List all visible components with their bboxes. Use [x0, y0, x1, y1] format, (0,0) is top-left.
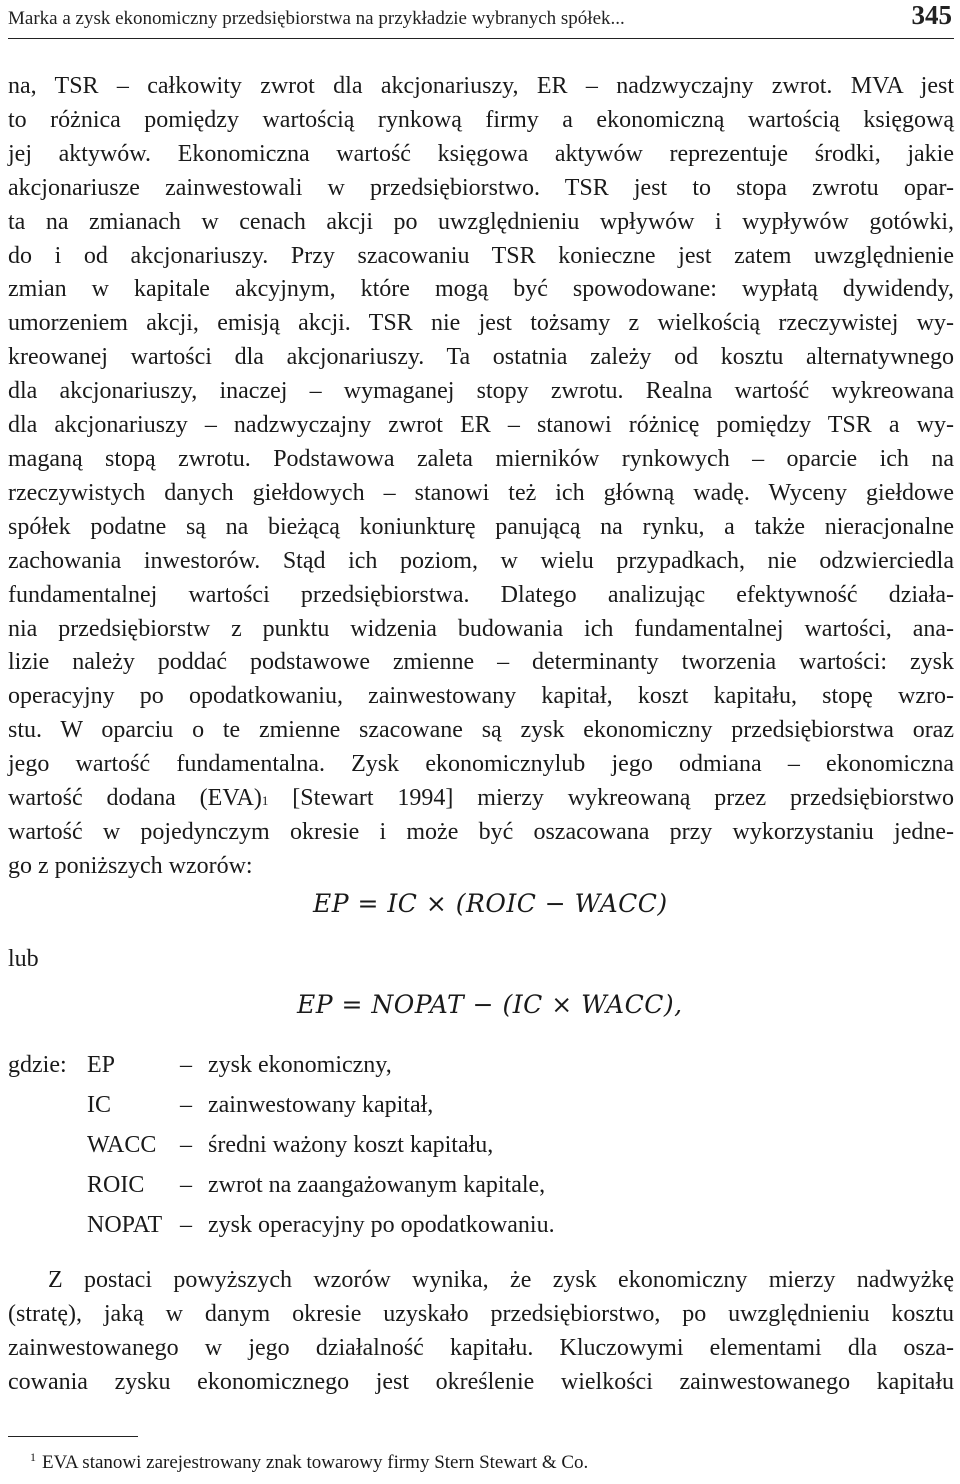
definition-dash: – [180, 1212, 192, 1238]
definition-dash: – [180, 1052, 192, 1078]
definition-description: zysk operacyjny po opodatkowaniu. [208, 1212, 555, 1238]
definition-description: zysk ekonomiczny, [208, 1052, 392, 1078]
text-line: zainwestowanego w jego działalność kapitału. Kluczowymi elementami dla osza- [8, 1334, 954, 1361]
text-segment: [Stewart 1994] mierzy wykreowaną przez przedsiębiorstwo [268, 785, 955, 812]
footnote-reference: 1 [261, 793, 269, 809]
text-line: kreowanej wartości dla akcjonariuszy. Ta ostatnia zależy od kosztu alternatywnego [8, 344, 954, 371]
text-line: zachowania inwestorów. Stąd ich poziom, w wielu przypadkach, nie odzwierciedla [8, 547, 954, 574]
text-line: nia przedsiębiorstw z punktu widzenia budowania ich fundamentalnej wartości, ana- [8, 615, 954, 642]
definition-description: średni ważony koszt kapitału, [208, 1132, 494, 1158]
running-title: Marka a zysk ekonomiczny przedsiębiorstwa na przykładzie wybranych spółek... [8, 8, 625, 29]
body-paragraph-2 [8, 1264, 954, 1400]
definition-term: NOPAT [87, 1212, 163, 1238]
definition-term: ROIC [87, 1172, 145, 1198]
text-line: dla akcjonariuszy, inaczej – wymaganej stopy zwrotu. Realna wartość wykreowana [8, 378, 954, 405]
definition-dash: – [180, 1092, 192, 1118]
text-line: (stratę), jaką w danym okresie uzyskało przedsiębiorstwo, po uwzględnieniu kosztu [8, 1300, 954, 1327]
page-number: 345 [911, 0, 952, 30]
text-line: jego wartość fundamentalna. Zysk ekonomicznylub jego odmiana – ekonomiczna [8, 751, 954, 778]
text-line: do i od akcjonariuszy. Przy szacowaniu TSR konieczne jest zatem uwzględnienie [8, 242, 954, 269]
footnote-text: EVA stanowi zarejestrowany znak towarowy firmy Stern Stewart & Co. [42, 1452, 589, 1473]
footnote-divider [8, 1436, 138, 1437]
definition-dash: – [180, 1172, 192, 1198]
text-segment: wartość dodana (EVA) [8, 785, 262, 812]
definition-dash: – [180, 1132, 192, 1158]
text-line: wartość w pojedynczym okresie i może być oszacowana przy wykorzystaniu jedne- [8, 818, 954, 845]
formula-ep-nopat: EP = NOPAT − (IC × WACC), [297, 990, 683, 1019]
footnote-number: 1 [30, 1450, 36, 1464]
definition-description: zwrot na zaangażowanym kapitale, [208, 1172, 546, 1198]
text-line-with-footnote-ref [8, 782, 954, 816]
text-line: lizie należy poddać podstawowe zmienne – determinanty tworzenia wartości: zysk [8, 649, 954, 676]
text-line: Z postaci powyższych wzorów wynika, że zysk ekonomiczny mierzy nadwyżkę [48, 1267, 954, 1293]
footnote [30, 1452, 588, 1474]
formula-connector: lub [8, 946, 39, 972]
definition-term: WACC [87, 1132, 157, 1158]
definition-description: zainwestowany kapitał, [208, 1092, 434, 1118]
text-line: na, TSR – całkowity zwrot dla akcjonariuszy, ER – nadzwyczajny zwrot. MVA jest [8, 73, 954, 99]
definitions-lead: gdzie: [8, 1052, 67, 1078]
text-line: akcjonariusze zainwestowali w przedsiębiorstwo. TSR jest to stopa zwrotu opar- [8, 174, 954, 201]
text-line: rzeczywistych danych giełdowych – stanowi też ich główną wadę. Wyceny giełdowe [8, 479, 954, 506]
formula-ep-roic: EP = IC × (ROIC − WACC) [313, 889, 668, 918]
text-line: maganą stopą zwrotu. Podstawowa zaleta mierników rynkowych – oparcie ich na [8, 445, 954, 472]
text-line: dla akcjonariuszy – nadzwyczajny zwrot ER – stanowi różnicę pomiędzy TSR a wy- [8, 412, 954, 439]
text-line: operacyjny po opodatkowaniu, zainwestowany kapitał, koszt kapitału, stopę wzro- [8, 683, 954, 710]
text-line: spółek podatne są na bieżącą koniunkturę panującą na rynku, a także nieracjonalne [8, 513, 954, 540]
text-line: umorzeniem akcji, emisją akcji. TSR nie jest tożsamy z wielkością rzeczywistej wy- [8, 310, 954, 337]
body-paragraph-1 [8, 70, 954, 884]
text-line: jej aktywów. Ekonomiczna wartość księgowa aktywów reprezentuje środki, jakie [8, 140, 954, 167]
definition-term: IC [87, 1092, 111, 1118]
text-line: to różnica pomiędzy wartością rynkową firmy a ekonomiczną wartością księgową [8, 106, 954, 133]
text-line: go z poniższych wzorów: [8, 852, 253, 879]
running-header [8, 0, 954, 39]
text-line: fundamentalnej wartości przedsiębiorstwa. Dlatego analizując efektywność działa- [8, 581, 954, 608]
text-line: cowania zysku ekonomicznego jest określenie wielkości zainwestowanego kapitału [8, 1368, 954, 1395]
text-line: ta na zmianach w cenach akcji po uwzględnieniu wpływów i wypływów gotówki, [8, 208, 954, 235]
definition-term: EP [87, 1052, 116, 1078]
text-line: zmian w kapitale akcyjnym, które mogą być spowodowane: wypłatą dywidendy, [8, 276, 954, 303]
text-line: stu. W oparciu o te zmienne szacowane są zysk ekonomiczny przedsiębiorstwa oraz [8, 717, 954, 744]
